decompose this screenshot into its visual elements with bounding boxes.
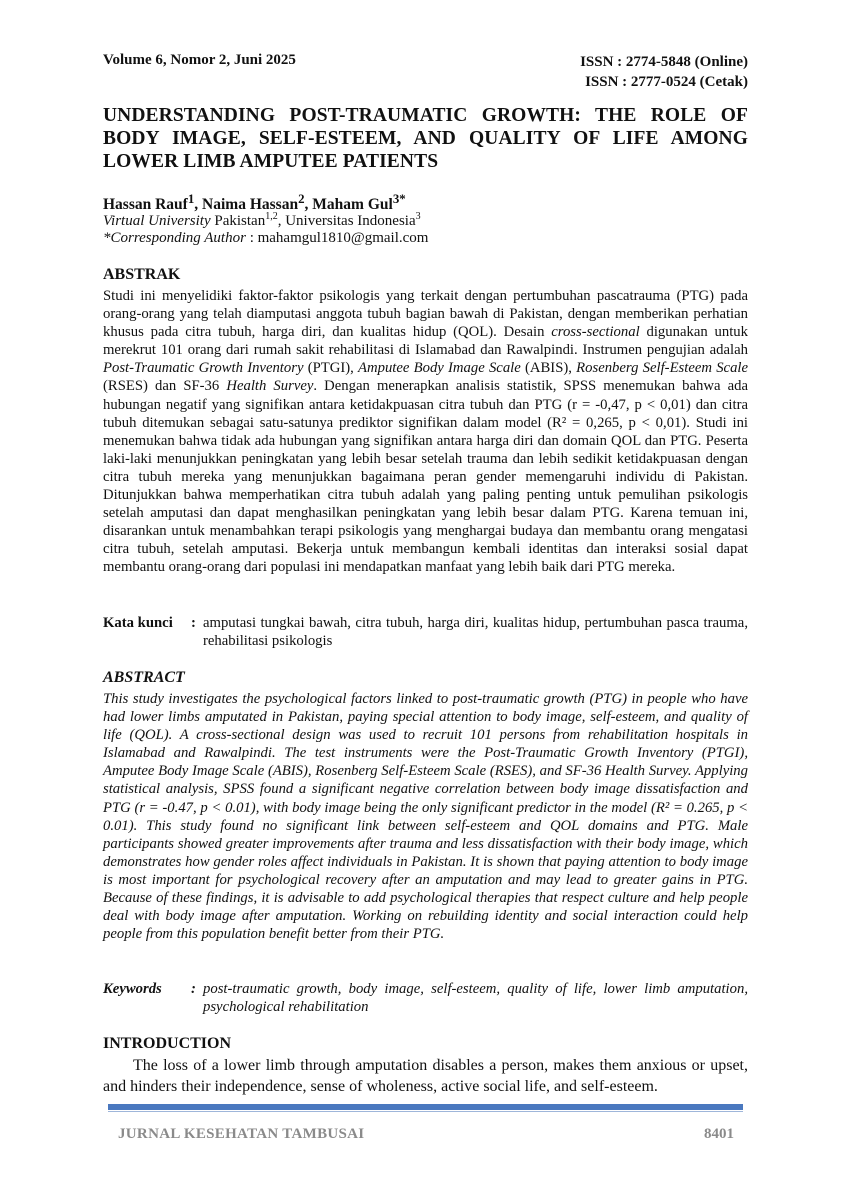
author-list: Hassan Rauf$^1$, Naima Hassan$^2$, Maham Gul$^{3*}$ bbox=[103, 191, 406, 214]
issn-block bbox=[580, 52, 748, 92]
author-affiliation-mark: 1 bbox=[187, 191, 195, 206]
author-name: Hassan Rauf bbox=[103, 196, 188, 214]
kata-kunci-label: Kata kunci bbox=[103, 615, 173, 631]
corresponding-email: : mahamgul1810@gmail.com bbox=[245, 230, 429, 246]
issn-print: ISSN : 2777-0524 (Cetak) bbox=[585, 74, 748, 90]
author-affiliation-mark: 3* bbox=[392, 191, 406, 206]
page-number: 8401 bbox=[704, 1126, 734, 1142]
kata-kunci-text: amputasi tungkai bawah, citra tubuh, harga diri, kualitas hidup, pertumbuhan pasca trauma, rehabilitasi psikologis bbox=[203, 615, 748, 649]
abstrak-body: Studi ini menyelidiki faktor-faktor psikologis yang terkait dengan pertumbuhan pascatrauma (PTG) pada orang-orang yang telah diamputasi anggota tubuh bagian bawah di Pakistan, dengan memberikan perhatian khusus pada citra tubuh, harga diri, dan kualitas hidup (QOL). Desain cross-sectional digunakan untuk merekrut 101 orang dari rumah sakit rehabilitasi di Islamabad dan Rawalpindi. Instrumen pengujian adalah Post-Traumatic Growth Inventory (PTGI), Amputee Body Image Scale (ABIS), Rosenberg Self-Esteem Scale (RSES) dan SF-36 Health Survey. Dengan menerapkan analisis statistik, SPSS menemukan bahwa ada hubungan negatif yang signifikan antara ketidakpuasan citra tubuh dan PTG (r = -0,47, p < 0,01) dan citra tubuh ditemukan sebagai satu-satunya prediktor signifikan dalam model (R² = 0,265, p < 0,01). Studi ini menemukan bahwa tidak ada hubungan yang signifikan antara harga diri dan domain QOL dan PTG. Peserta laki-laki menunjukkan peningkatan yang lebih besar setelah trauma dan lebih sedikit ketidakpuasan dengan citra tubuh mereka yang menunjukkan bagaimana peran gender memengaruhi individu di Pakistan. Ditunjukkan bahwa memperhatikan citra tubuh adalah yang paling penting untuk pemulihan psikologis setelah amputasi dan dapat menghasilkan peningkatan yang lebih besar dalam PTG. Karena temuan ini, disarankan untuk menambahkan terapi psikologis yang menghargai budaya dan membantu orang mengatasi citra tubuh, setelah amputasi. Bekerja untuk membangun kembali identitas dan interaksi sosial dapat membantu orang-orang dari populasi ini mendapatkan manfaat yang lebih baik dari PTG mereka. bbox=[103, 288, 749, 576]
abstract-heading: ABSTRACT bbox=[103, 669, 185, 686]
journal-name: JURNAL KESEHATAN TAMBUSAI bbox=[118, 1126, 365, 1142]
issn-online: ISSN : 2774-5848 (Online) bbox=[580, 54, 748, 70]
introduction-paragraph: The loss of a lower limb through amputation disables a person, makes them anxious or upset, and hinders their independence, sense of wholeness, active social life, and self-esteem. bbox=[103, 1057, 748, 1095]
article-title: UNDERSTANDING POST-TRAUMATIC GROWTH: THE ROLE OF BODY IMAGE, SELF-ESTEEM, AND QUALITY OF LIFE AMONG LOWER LIMB AMPUTEE PATIENTS bbox=[103, 105, 748, 172]
kata-kunci-row: Kata kunci : amputasi tungkai bawah, citra tubuh, harga diri, kualitas hidup, pertumbuhan pasca trauma, rehabilitasi psikologis bbox=[103, 615, 748, 649]
abstract-body: This study investigates the psychological factors linked to post-traumatic growth (PTG) in people who have had lower limbs amputated in Pakistan, paying special attention to body image, self-esteem, and quality of life (QOL). A cross-sectional design was used to recruit 101 persons from rehabilitation hospitals in Islamabad and Rawalpindi. The test instruments were the Post-Traumatic Growth Inventory (PTGI), Amputee Body Image Scale (ABIS), Rosenberg Self-Esteem Scale (RSES), and SF-36 Health Survey. Applying statistical analysis, SPSS found a significant negative correlation between body image dissatisfaction and PTG (r = -0.47, p < 0.01), with body image being the only significant predictor in the model (R² = 0.265, p < 0.01). This study found no significant link between self-esteem and QOL domains and PTG. Male participants showed greater improvements after trauma and less dissatisfaction with their body image, which demonstrates how gender roles affect individuals in Pakistan. It is shown that paying attention to body image is most important for psychological recovery after an amputation and may lead to greater gains in PTG. Because of these findings, it is advisable to add psychological therapies that respect culture and help people deal with body image after amputation. Working on rebuilding identity and social interaction could help people from this population benefit better from their PTG. bbox=[103, 691, 748, 943]
footer-rule-thin bbox=[108, 1111, 743, 1112]
corresponding-author: *Corresponding Author : mahamgul1810@gmail.com bbox=[103, 230, 429, 246]
introduction-heading: INTRODUCTION bbox=[103, 1035, 232, 1052]
keywords-label: Keywords bbox=[103, 981, 162, 997]
abstrak-heading: ABSTRAK bbox=[103, 266, 181, 283]
author-name: Naima Hassan bbox=[202, 196, 299, 214]
volume-info: Volume 6, Nomor 2, Juni 2025 bbox=[103, 52, 296, 68]
keywords-row: Keywords : post-traumatic growth, body image, self-esteem, quality of life, lower limb amputation, psychological rehabilitation bbox=[103, 981, 748, 1015]
keywords-text: post-traumatic growth, body image, self-esteem, quality of life, lower limb amputation, psychological rehabilitation bbox=[203, 981, 748, 1015]
footer-rule bbox=[108, 1104, 743, 1110]
author-name: Maham Gul bbox=[312, 196, 393, 214]
affiliation-line: Virtual University Pakistan$^{1,2}$, Universitas Indonesia$^3$ bbox=[103, 211, 421, 229]
author-affiliation-mark: 2 bbox=[298, 191, 305, 206]
